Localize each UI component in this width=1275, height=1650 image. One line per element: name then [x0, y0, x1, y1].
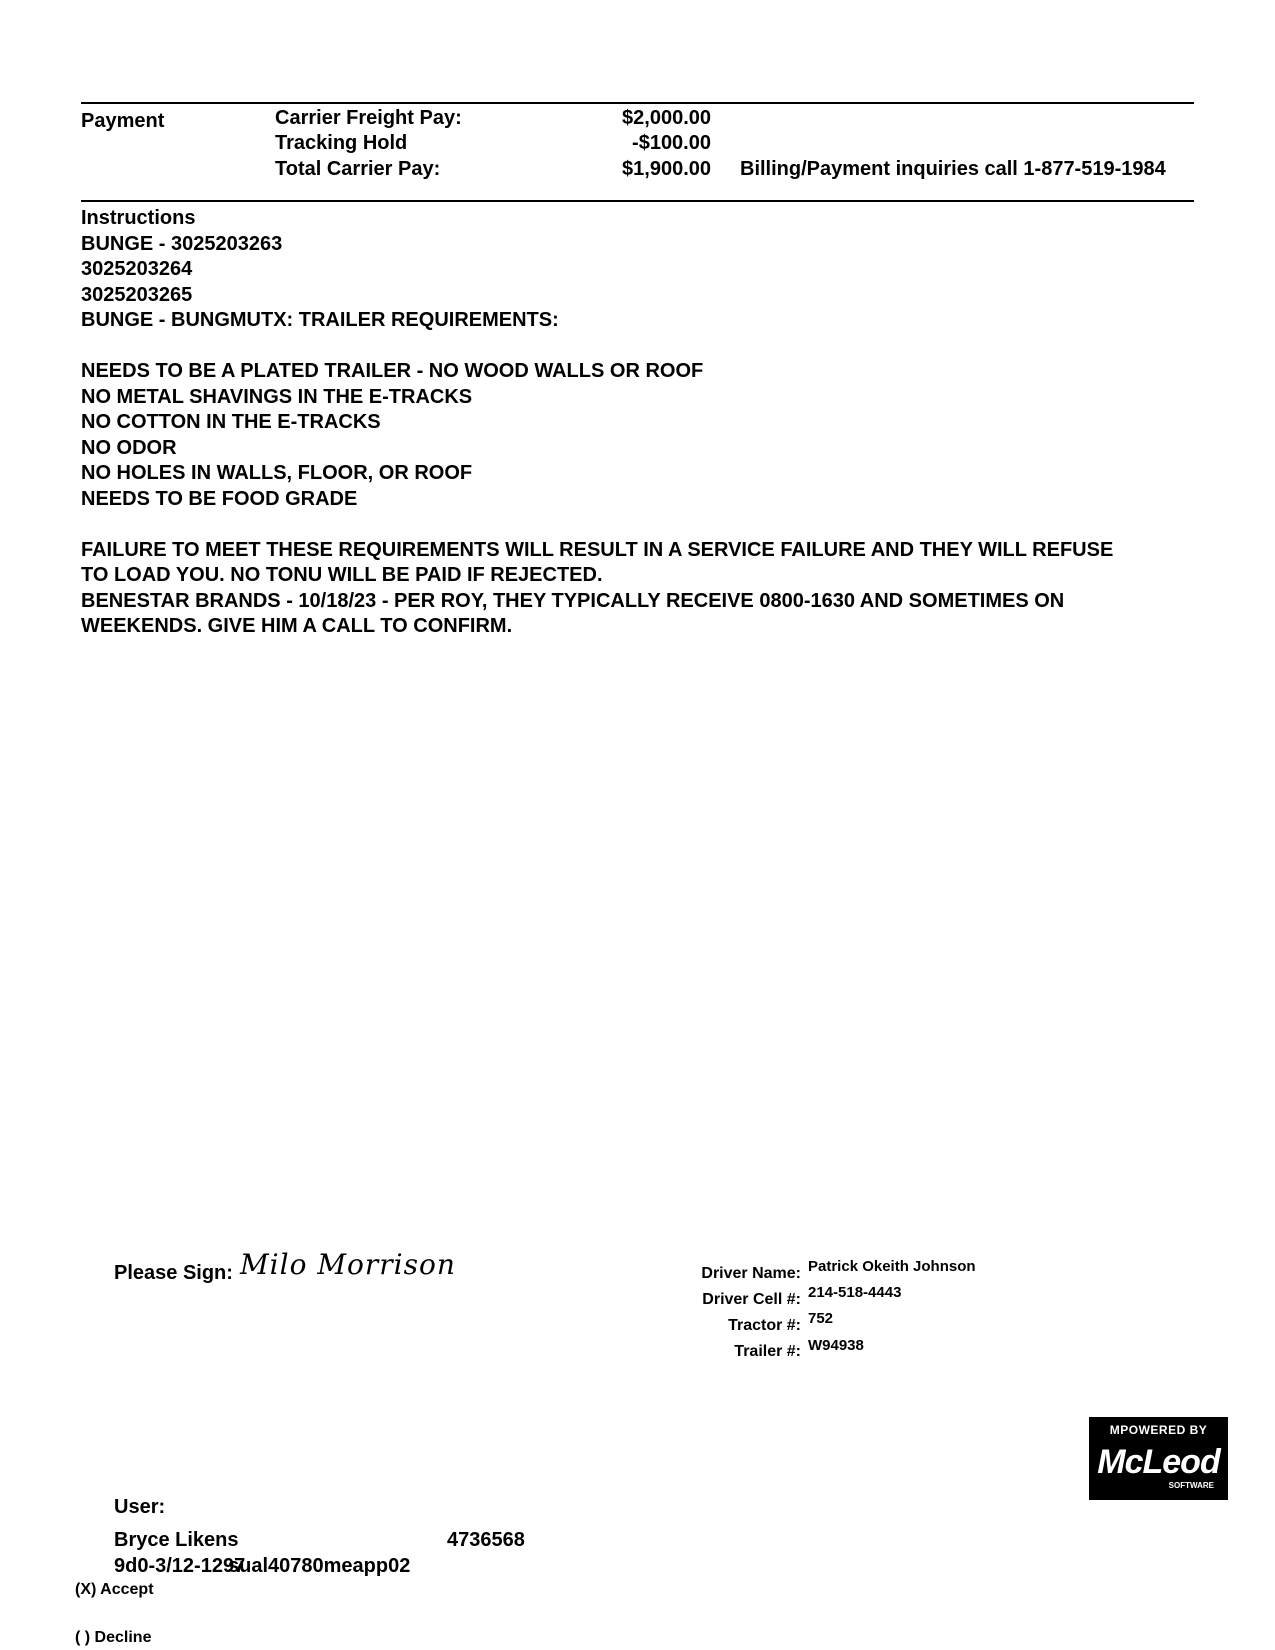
billing-inquiry-note: Billing/Payment inquiries call 1-877-519-1984 [740, 158, 1166, 180]
logo-powered-by: MPOWERED BY [1109, 1423, 1208, 1437]
user-label: User: [114, 1496, 166, 1518]
instruction-line: NO ODOR [81, 436, 177, 459]
instruction-line: BENESTAR BRANDS - 10/18/23 - PER ROY, THEY TYPICALLY RECEIVE 0800-1630 AND SOMETIMES ON [81, 589, 1065, 612]
accept-option[interactable]: (X) Accept [75, 1581, 154, 1598]
instruction-line: BUNGE - BUNGMUTX: TRAILER REQUIREMENTS: [81, 309, 559, 331]
signature[interactable]: Milo Morrison [240, 1248, 456, 1281]
payment-row-label: Tracking Hold [275, 132, 408, 154]
user-overlap-text-a: 9d0-3/12-1297 [114, 1555, 246, 1577]
instruction-line: FAILURE TO MEET THESE REQUIREMENTS WILL RESULT IN A SERVICE FAILURE AND THEY WILL REFUSE [81, 538, 1114, 561]
payment-row-amount: -$100.00 [632, 132, 711, 154]
driver-name-label: Driver Name: [701, 1265, 801, 1282]
user-overlap-text-b: sual40780meapp02 [228, 1555, 411, 1577]
driver-name-value: Patrick Okeith Johnson [808, 1258, 976, 1275]
trailer-value: W94938 [808, 1337, 864, 1354]
trailer-label: Trailer #: [734, 1343, 801, 1360]
instructions-block [81, 206, 1191, 640]
instruction-line: 3025203265 [81, 283, 193, 306]
instruction-line: TO LOAD YOU. NO TONU WILL BE PAID IF REJECTED. [81, 564, 603, 586]
top-rule [81, 102, 1194, 104]
instruction-line: NO COTTON IN THE E-TRACKS [81, 411, 381, 433]
instructions-heading: Instructions [81, 207, 196, 229]
instruction-line: BUNGE - 3025203263 [81, 232, 283, 255]
instruction-line: 3025203264 [81, 258, 193, 280]
payment-section-label: Payment [81, 110, 165, 132]
instruction-line: NEEDS TO BE FOOD GRADE [81, 487, 358, 510]
logo-brand: McLeod [1097, 1443, 1220, 1481]
driver-cell-value: 214-518-4443 [808, 1284, 902, 1301]
decline-option[interactable]: ( ) Decline [75, 1629, 152, 1646]
tractor-label: Tractor #: [728, 1317, 801, 1334]
driver-cell-label: Driver Cell #: [702, 1291, 801, 1308]
payment-row-amount: $1,900.00 [622, 158, 711, 180]
user-name: Bryce Likens [114, 1529, 239, 1551]
mcleod-logo [1089, 1417, 1228, 1500]
instruction-line: NEEDS TO BE A PLATED TRAILER - NO WOOD WALLS OR ROOF [81, 360, 704, 382]
payment-row-amount: $2,000.00 [622, 107, 711, 129]
instruction-line: WEEKENDS. GIVE HIM A CALL TO CONFIRM. [81, 615, 513, 637]
logo-software: SOFTWARE [1168, 1481, 1214, 1490]
payment-row-label: Carrier Freight Pay: [275, 107, 462, 129]
payment-row-label: Total Carrier Pay: [275, 158, 441, 180]
instruction-line: NO HOLES IN WALLS, FLOOR, OR ROOF [81, 462, 473, 484]
payment-bottom-rule [81, 200, 1194, 202]
instruction-blank-line [81, 334, 1191, 360]
instruction-line: NO METAL SHAVINGS IN THE E-TRACKS [81, 385, 473, 408]
instruction-blank-line [81, 512, 1191, 538]
please-sign-label: Please Sign: [114, 1262, 233, 1284]
tractor-value: 752 [808, 1310, 834, 1327]
user-id: 4736568 [447, 1529, 525, 1551]
